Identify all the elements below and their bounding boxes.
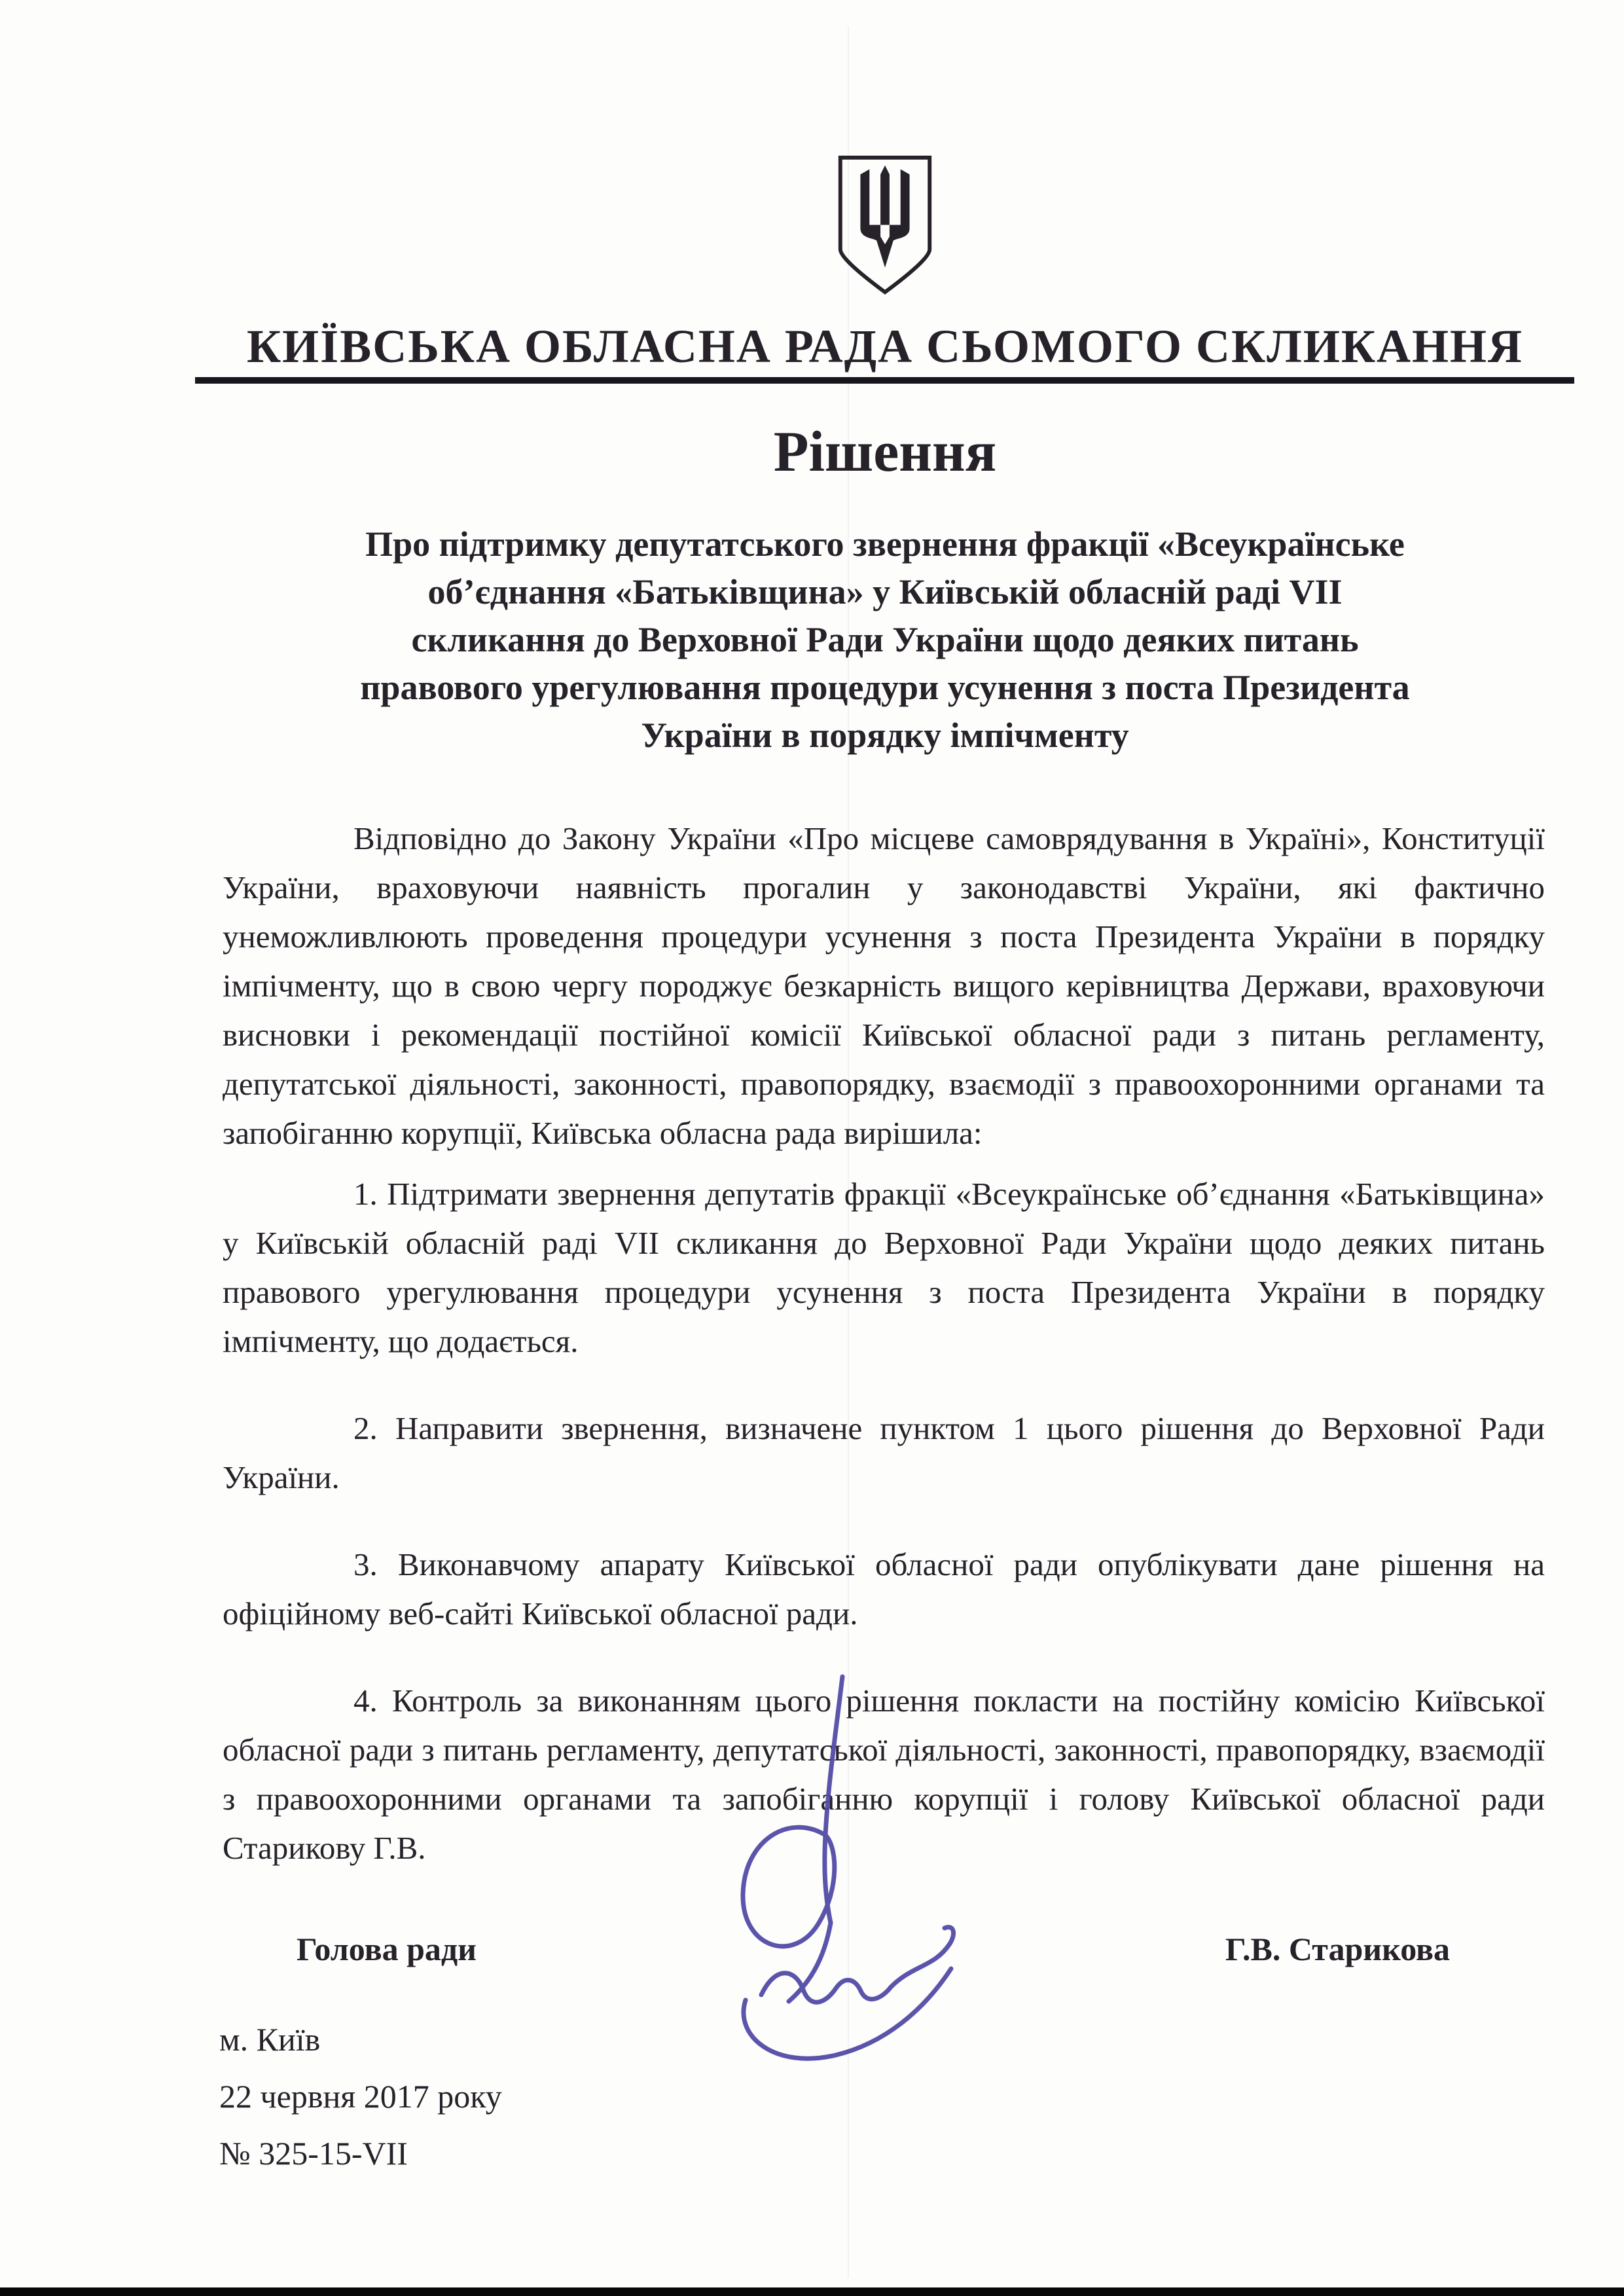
title-line: скликання до Верховної Ради України щодо деяких питань <box>411 620 1359 659</box>
title-line: Про підтримку депутатського звернення фракції «Всеукраїнське <box>365 524 1405 564</box>
document-number: № 325-15-VII <box>219 2135 408 2172</box>
signature-position-label: Голова ради <box>297 1931 477 1967</box>
ukraine-trident-emblem-icon <box>830 152 940 299</box>
title-line: об’єднання «Батьківщина» у Київській обласній раді VII <box>427 572 1343 611</box>
scan-edge-artifact <box>0 2287 1624 2296</box>
preamble-paragraph: Відповідно до Закону України «Про місцеве самоврядування в Україні», Конституції України, враховуючи наявність прогалин у законодавстві України, які фактично унеможливлюють проведення процедури усунення з поста Президента України в порядку імпічменту, що в свою чергу породжує безкарність вищого керівництва Держави, враховуючи висновки і рекомендації постійної комісії Київської обласної ради з питань регламенту, депутатської діяльності, законності, правопорядку, взаємодії з правоохоронними органами та запобіганню корупції, Київська обласна рада вирішила: <box>223 820 1545 1151</box>
council-name: КИЇВСЬКА ОБЛАСНА РАДА СЬОМОГО СКЛИКАННЯ <box>246 320 1524 373</box>
document-title <box>149 520 1621 759</box>
footer-block <box>219 2011 502 2182</box>
resolution-item-2: 2. Направити звернення, визначене пунктом 1 цього рішення до Верховної Ради України. <box>223 1410 1545 1495</box>
resolution-item-1: 1. Підтримати звернення депутатів фракції «Всеукраїнське об’єднання «Батьківщина» у Київській обласній раді VII скликання до Верховної Ради України щодо деяких питань правового урегулювання процедури усунення з поста Президента України в порядку імпічменту, що додається. <box>223 1176 1545 1359</box>
city-label: м. Київ <box>219 2021 321 2058</box>
date-label: 22 червня 2017 року <box>219 2078 502 2115</box>
title-line: України в порядку імпічменту <box>641 716 1129 755</box>
title-line: правового урегулювання процедури усунення з поста Президента <box>360 668 1410 707</box>
scan-fold-line <box>848 26 849 2278</box>
resolution-item-3: 3. Виконавчому апарату Київської обласної ради опублікувати дане рішення на офіційному веб-сайті Київської обласної ради. <box>223 1546 1545 1631</box>
document-body <box>223 814 1545 1872</box>
header-rule <box>195 377 1574 384</box>
signatory-name: Г.В. Старикова <box>1225 1931 1450 1967</box>
document-type-heading: Рішення <box>773 420 997 484</box>
resolution-item-4: 4. Контроль за виконанням цього рішення покласти на постійну комісію Київської обласної ради з питань регламенту, депутатської діяльності, законності, правопорядку, взаємодії з правоохоронними органами та запобіганню корупції і голову Київської обласної ради Старикову Г.В. <box>223 1683 1545 1866</box>
